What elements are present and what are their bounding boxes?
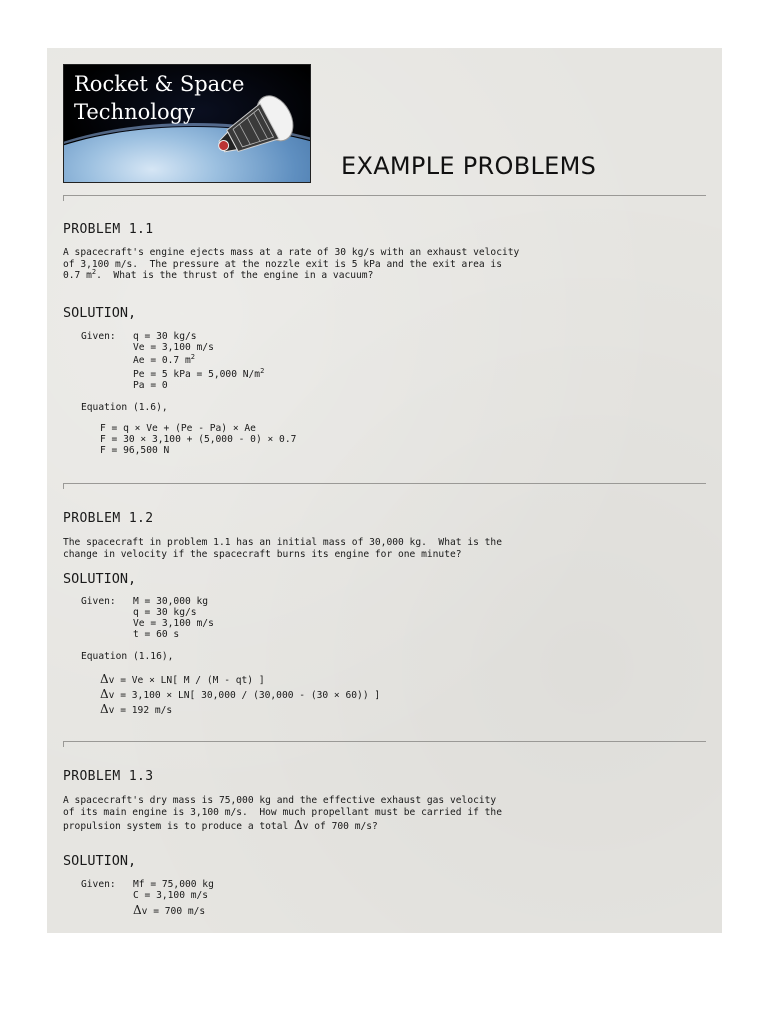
problem-text-line: propulsion system is to produce a total Δv of 700 m/s?: [63, 818, 378, 832]
equation-line: F = q × Ve + (Pe - Pa) × Ae: [100, 423, 256, 434]
problem-text: A spacecraft's dry mass is 75,000 kg and the effective exhaust gas velocity of its main engine is 3,100 m/s. How much propellant must be carried if the: [63, 795, 502, 818]
document-page: [47, 48, 722, 933]
divider: [63, 483, 706, 484]
given-item: C = 3,100 m/s: [133, 890, 209, 901]
banner-title-line2: Technology: [74, 100, 195, 124]
page-title: EXAMPLE PROBLEMS: [341, 152, 597, 180]
equation-label: Equation (1.6),: [81, 402, 168, 413]
given-label: Given:: [81, 331, 116, 342]
given-label: Given:: [81, 596, 116, 607]
solution-heading: SOLUTION,: [63, 571, 137, 587]
given-item: q = 30 kg/s: [133, 607, 197, 618]
equation-line: Δv = Ve × LN[ M / (M - qt) ]: [100, 672, 265, 686]
divider: [63, 741, 706, 742]
problem-heading: PROBLEM 1.1: [63, 222, 154, 237]
equation-line: Δv = 192 m/s: [100, 702, 173, 716]
given-item: q = 30 kg/s: [133, 331, 197, 342]
equation-label: Equation (1.16),: [81, 651, 174, 662]
given-item: M = 30,000 kg: [133, 596, 209, 607]
banner-title-line1: Rocket & Space: [74, 72, 245, 96]
equation-line: F = 30 × 3,100 + (5,000 - 0) × 0.7: [100, 434, 297, 445]
solution-heading: SOLUTION,: [63, 305, 137, 321]
problem-heading: PROBLEM 1.3: [63, 769, 154, 784]
solution-heading: SOLUTION,: [63, 853, 137, 869]
given-item: t = 60 s: [133, 629, 180, 640]
equation-line: F = 96,500 N: [100, 445, 170, 456]
given-item: Δv = 700 m/s: [133, 903, 206, 917]
problem-text: The spacecraft in problem 1.1 has an initial mass of 30,000 kg. What is the change in velocity if the spacecraft burns its engine for one minute?: [63, 537, 502, 560]
given-item: Ve = 3,100 m/s: [133, 618, 214, 629]
divider: [63, 195, 706, 196]
given-item: Pe = 5 kPa = 5,000 $N/m^2$: [133, 367, 265, 380]
given-item: Ve = 3,100 m/s: [133, 342, 214, 353]
problem-heading: PROBLEM 1.2: [63, 511, 154, 526]
given-label: Given:: [81, 879, 116, 890]
given-item: Pa = 0: [133, 380, 168, 391]
equation-line: Δv = 3,100 × LN[ 30,000 / (30,000 - (30 × 60)) ]: [100, 687, 381, 701]
banner-image: [63, 64, 311, 183]
problem-text: A spacecraft's engine ejects mass at a rate of 30 kg/s with an exhaust velocity of 3,100 m/s. The pressure at the nozzle exit is 5 kPa and the exit area is 0.7 $m^2$. What is the thrust of the engine in a vacuum?: [63, 247, 520, 281]
spacecraft-icon: [212, 95, 308, 171]
given-item: Ae = 0.7 $m^2$: [133, 353, 195, 366]
given-item: Mf = 75,000 kg: [133, 879, 214, 890]
